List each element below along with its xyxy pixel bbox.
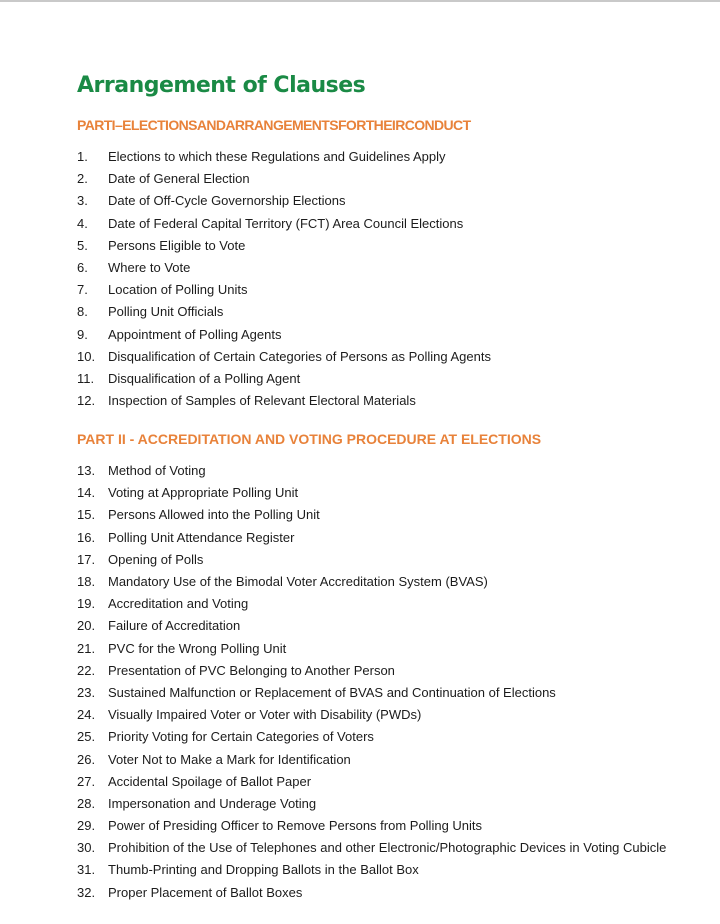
clause-item — [77, 393, 697, 409]
part-1-heading-text: PARTI–ELECTIONSANDARRANGEMENTSFORTHEIRCONDUCT — [77, 117, 471, 133]
clause-number: 30. — [77, 840, 96, 856]
clause-title: Date of General Election — [108, 171, 250, 187]
clause-title: Persons Allowed into the Polling Unit — [108, 507, 320, 523]
clause-title: Method of Voting — [108, 463, 206, 479]
clause-number: 26. — [77, 751, 96, 767]
clause-number: 18. — [77, 574, 96, 589]
clause-number: 32. — [77, 884, 96, 900]
clause-number: 23. — [77, 684, 96, 700]
part-2-heading: PART II - ACCREDITATION AND VOTING PROCEDURE AT ELECTIONS — [77, 431, 542, 448]
clause-title: Accidental Spoilage of Ballot Paper — [108, 773, 312, 789]
clause-title: Disqualification of Certain Categories of Persons as Polling Agents — [108, 348, 491, 364]
clause-number: 3. — [77, 193, 88, 209]
clause-number: 14. — [77, 485, 96, 501]
clause-title: Where to Vote — [108, 259, 191, 275]
clause-title: Mandatory Use of the Bimodal Voter Accreditation System (BVAS) — [108, 574, 488, 589]
clause-item — [77, 818, 697, 834]
clause-item — [77, 282, 697, 298]
clause-number: 8. — [77, 304, 88, 320]
clause-number: 6. — [77, 259, 88, 275]
clause-title: Inspection of Samples of Relevant Electoral Materials — [108, 393, 416, 409]
clause-title: Date of Federal Capital Territory (FCT) Area Council Elections — [108, 215, 464, 231]
clause-item — [77, 260, 697, 276]
clause-number: 5. — [77, 237, 88, 253]
clause-title: Visually Impaired Voter or Voter with Disability (PWDs) — [108, 707, 422, 723]
clause-number: 24. — [77, 707, 96, 723]
clause-item — [77, 327, 697, 343]
clause-number: 13. — [77, 463, 96, 479]
clause-title: Failure of Accreditation — [108, 618, 241, 634]
clause-item — [77, 485, 697, 501]
clause-title: Persons Eligible to Vote — [108, 237, 246, 253]
clause-title: Impersonation and Underage Voting — [108, 795, 317, 811]
clause-number: 20. — [77, 618, 96, 634]
clause-number: 21. — [77, 640, 96, 656]
page-top-border — [0, 0, 720, 2]
clause-item — [77, 840, 697, 856]
clause-item — [77, 530, 697, 546]
clause-item — [77, 729, 697, 745]
clause-number: 25. — [77, 729, 96, 745]
clause-number: 1. — [77, 149, 88, 164]
clause-item — [77, 685, 697, 701]
clause-item — [77, 216, 697, 232]
clause-number: 11. — [77, 370, 95, 386]
page-title: Arrangement of Clauses — [77, 73, 366, 98]
clause-number: 9. — [77, 326, 88, 342]
clause-number: 22. — [77, 662, 96, 678]
clause-title: Proper Placement of Ballot Boxes — [108, 884, 303, 900]
clause-item — [77, 618, 697, 634]
clause-number: 10. — [77, 348, 96, 364]
clause-number: 17. — [77, 551, 96, 567]
clause-number: 27. — [77, 773, 96, 789]
clause-item — [77, 862, 697, 878]
clause-title: Power of Presiding Officer to Remove Persons from Polling Units — [108, 818, 483, 834]
part-1-heading — [77, 116, 697, 134]
clause-title: Voter Not to Make a Mark for Identification — [108, 751, 351, 767]
clause-item — [77, 349, 697, 365]
clause-number: 4. — [77, 215, 88, 231]
document-page — [77, 72, 697, 907]
clause-item — [77, 304, 697, 320]
clause-number: 15. — [77, 507, 96, 523]
clause-item — [77, 885, 697, 901]
clause-item — [77, 707, 697, 723]
clause-item — [77, 552, 697, 568]
clause-item — [77, 463, 697, 479]
clause-item — [77, 238, 697, 254]
clause-title: Location of Polling Units — [108, 282, 248, 298]
clause-number: 2. — [77, 171, 88, 187]
clause-number: 29. — [77, 818, 96, 834]
clause-title: Polling Unit Officials — [108, 304, 224, 320]
part-2-clause-list — [77, 463, 697, 901]
clause-title: Voting at Appropriate Polling Unit — [108, 485, 299, 501]
clause-item — [77, 149, 697, 165]
clause-title: Elections to which these Regulations and Guidelines Apply — [108, 149, 446, 164]
part-1-clause-list — [77, 149, 697, 409]
clause-item — [77, 641, 697, 657]
clause-number: 7. — [77, 282, 88, 298]
clause-item — [77, 752, 697, 768]
clause-item — [77, 796, 697, 812]
clause-title: Sustained Malfunction or Replacement of BVAS and Continuation of Elections — [108, 684, 556, 700]
clause-title: Disqualification of a Polling Agent — [108, 370, 301, 386]
clause-title: Thumb-Printing and Dropping Ballots in the Ballot Box — [108, 862, 419, 878]
clause-number: 28. — [77, 795, 96, 811]
clause-item — [77, 574, 697, 590]
clause-title: PVC for the Wrong Polling Unit — [108, 640, 287, 656]
clause-title: Prohibition of the Use of Telephones and other Electronic/Photographic Devices in Voting Cubicle — [108, 840, 667, 856]
clause-item — [77, 596, 697, 612]
clause-title: Priority Voting for Certain Categories of Voters — [108, 729, 374, 745]
clause-number: 19. — [77, 596, 96, 612]
clause-item — [77, 507, 697, 523]
clause-item — [77, 171, 697, 187]
clause-item — [77, 193, 697, 209]
clause-number: 12. — [77, 393, 96, 409]
clause-number: 16. — [77, 529, 96, 545]
clause-title: Polling Unit Attendance Register — [108, 529, 295, 545]
clause-item — [77, 774, 697, 790]
clause-title: Date of Off-Cycle Governorship Elections — [108, 193, 346, 209]
clause-item — [77, 663, 697, 679]
clause-title: Opening of Polls — [108, 551, 204, 567]
clause-title: Presentation of PVC Belonging to Another Person — [108, 662, 395, 678]
clause-number: 31. — [77, 862, 96, 878]
clause-item — [77, 371, 697, 387]
clause-title: Accreditation and Voting — [108, 596, 249, 612]
clause-title: Appointment of Polling Agents — [108, 326, 282, 342]
